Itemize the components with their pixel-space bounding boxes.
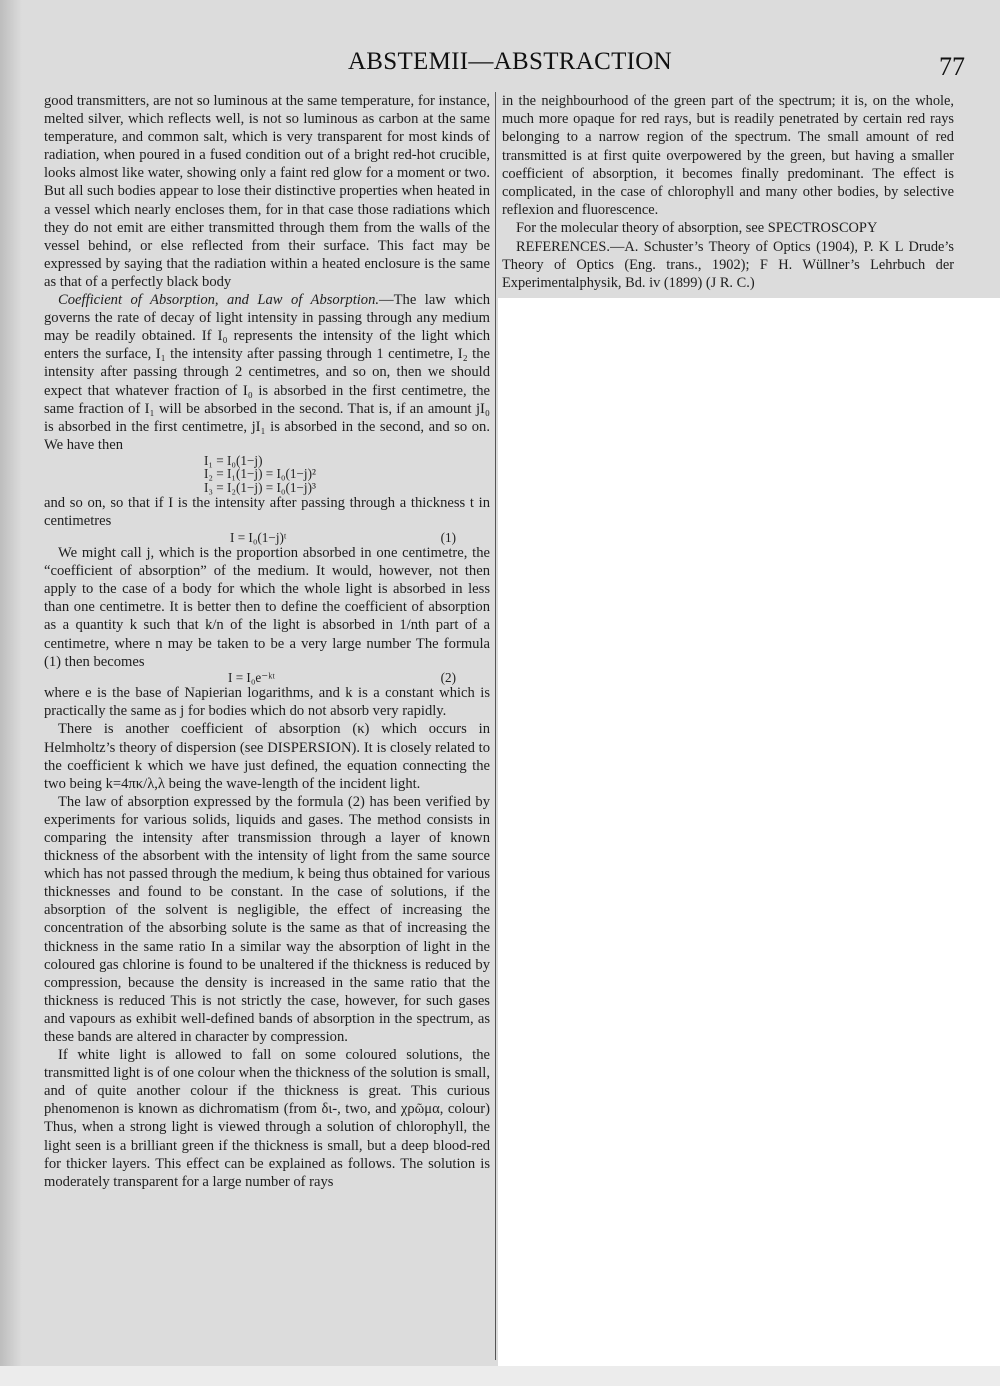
paragraph-body: —The law which governs the rate of decay of light intensity in passing through any medium may be readily obtained. If I₀ represents the intensity of the light which enters the surface, I₁ the intensity after passing through 1 centimetre, I₂ the intensity after passing through 2 centimetres, and so on, then we should expect that whatever fraction of I₀ is absorbed in the first centimetre, the same fraction of I₁ will be absorbed in the second. That is, if an amount jI₀ is absorbed in the first centimetre, jI₁ is absorbed in the second, and so on. We have then xyxy=(44,292,490,453)
column-divider xyxy=(495,92,496,1360)
paragraph: For the molecular theory of absorption, see SPECTROSCOPY xyxy=(516,220,878,237)
page-number: 77 xyxy=(939,52,965,81)
equation-line: I₁ = I₀(1−j) xyxy=(204,452,263,468)
empty-page-area xyxy=(498,298,1000,1366)
running-head: ABSTEMII—ABSTRACTION xyxy=(347,48,673,75)
paragraph: We might call j, which is the proportion absorbed in one centimetre, the “coefficient of absorption” of the medium. It would, however, not then apply to the case of a body for which the whole light is absorbed in less than one centimetre. It is better then to define the coefficient of absorption as a quantity k such that k/n of the light is absorbed in 1/nth part of a centimetre, where n may be taken to be a very large number The formula (1) then becomes xyxy=(44,545,490,670)
paragraph: good transmitters, are not so luminous at the same temperature, for instance, melted silver, which reflects well, is not so luminous as carbon at the same temperature, and common salt, which is very transparent for most kinds of radiation, when poured in a fused condition out of a bright red-hot crucible, looks almost like water, showing only a faint red glow for a moment or two. But all such bodies appear to lose their distinctive properties when heated in a vessel which nearly encloses them, for in that case those radiations which they do not emit are either transmitted through them from the walls of the vessel behind, or else reflected from their surface. This fact may be expressed by saying that the radiation within a heated enclosure is the same as that of a perfectly black body xyxy=(44,93,490,290)
paragraph: If white light is allowed to fall on some coloured solutions, the transmitted light is of one colour when the thickness of the solution is small, and of quite another colour if the thickness is great. This curious phenomenon is known as dichromatism (from δι-, two, and χρῶμα, colour) Thus, when a strong light is viewed through a solution of chlorophyll, the light seen is a brilliant green if the thickness is small, but a deep blood-red for thicker layers. This effect can be explained as follows. The solution is moderately transparent for a large number of rays xyxy=(44,1047,490,1190)
left-column xyxy=(44,92,490,1191)
right-column xyxy=(502,92,954,292)
paragraph: where e is the base of Napierian logarithms, and k is a constant which is practically the same as j for bodies which do not absorb very rapidly. xyxy=(44,685,490,720)
section-heading: Coefficient of Absorption, and Law of Absorption. xyxy=(58,292,380,309)
page-bottom-margin xyxy=(0,1366,1000,1386)
page-gutter-shadow xyxy=(0,0,22,1386)
equation-block xyxy=(204,454,490,495)
equation-expression: I = I₀e⁻ᵏᵗ xyxy=(228,669,275,685)
paragraph: and so on, so that if I is the intensity after passing through a thickness t in centimetres xyxy=(44,495,490,530)
references: REFERENCES.—A. Schuster’s Theory of Optics (1904), P. K L Drude’s Theory of Optics (Eng. trans., 1902); F H. Wüllner’s Lehrbuch der Experimentalphysik, Bd. iv (1899) (J R. C.) xyxy=(502,238,954,292)
paragraph: in the neighbourhood of the green part of the spectrum; it is, on the whole, much more opaque for red rays, but is readily penetrated by certain red rays belonging to a narrow region of the spectrum. The small amount of red transmitted is at first quite overpowered by the green, but having a smaller coefficient of absorption, it becomes finally predominant. The effect is complicated, in the case of chlorophyll and many other bodies, by selective reflexion and fluorescence. xyxy=(502,93,954,219)
equation-2 xyxy=(228,671,490,685)
equation-line: I₃ = I₂(1−j) = I₀(1−j)³ xyxy=(204,479,316,495)
equation-number: (1) xyxy=(440,529,456,545)
paragraph xyxy=(44,291,490,454)
equation-number: (2) xyxy=(440,669,456,685)
equation-expression: I = I₀(1−j)ᵗ xyxy=(230,529,287,545)
equation-1 xyxy=(230,531,490,545)
paragraph: There is another coefficient of absorption (κ) which occurs in Helmholtz’s theory of dispersion (see DISPERSION). It is closely related to the coefficient k which we have just defined, the equation connecting the two being k=4πκ/λ,λ being the wave-length of the incident light. xyxy=(44,721,490,792)
paragraph: The law of absorption expressed by the formula (2) has been verified by experiments for various solids, liquids and gases. The method consists in comparing the intensity after transmission through a layer of known thickness of the absorbent with the intensity of light from the same source which has not passed through the medium, k being thus obtained for various thicknesses and found to be constant. In the case of solutions, if the absorption of the solvent is negligible, the effect of increasing the concentration of the absorbing solute is the same as that of increasing the thickness in the same ratio In a similar way the absorption of light in the coloured gas chlorine is found to be unaltered if the thickness is reduced by compression, because the density is increased in the same ratio that the thickness is reduced This is not strictly the case, however, for such gases and vapours as exhibit well-defined bands of absorption in the spectrum, as these bands are altered in character by compression. xyxy=(44,793,490,1045)
equation-line: I₂ = I₁(1−j) = I₀(1−j)² xyxy=(204,466,316,482)
